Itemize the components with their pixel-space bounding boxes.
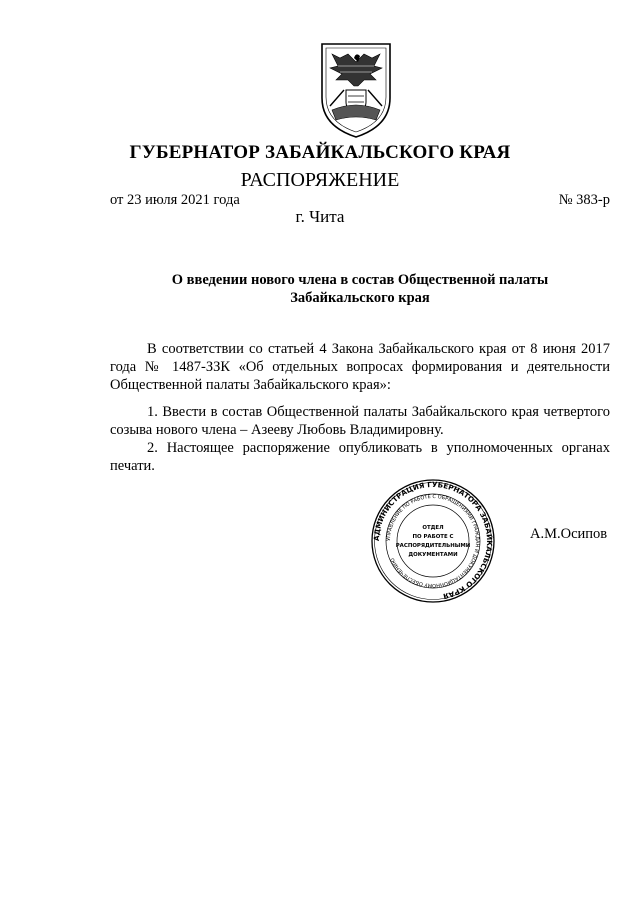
document-number: № 383-р [558,192,610,208]
body-paragraph-2: 1. Ввести в состав Общественной палаты Забайкальского края четвертого созыва нового члена – Азееву Любовь Владимировну. [110,404,610,438]
document-type: РАСПОРЯЖЕНИЕ [240,169,400,191]
coat-of-arms-icon [318,40,394,140]
body-paragraph-3: 2. Настоящее распоряжение опубликовать в уполномоченных органах печати. [110,440,610,474]
seal-center-line-2: ПО РАБОТЕ С [412,534,454,540]
subject-line-2: Забайкальского края [290,290,430,306]
subject-line-1: О введении нового члена в состав Общественной палаты [171,272,549,288]
document-city: г. Чита [295,207,345,226]
document-subject [150,271,570,307]
signer-name: А.М.Осипов [530,526,608,542]
seal-outer-text: АДМИНИСТРАЦИЯ ГУБЕРНАТОРА ЗАБАЙКАЛЬСКОГО КРАЯ [371,479,495,602]
seal-inner-text: УПРАВЛЕНИЕ ПО РАБОТЕ С ОБРАЩЕНИЯМИ ГРАЖДАН И ДОКУМЕНТАЦИОННОМУ ОБЕСПЕЧЕНИЮ [385,493,481,589]
seal-center-line-3: РАСПОРЯДИТЕЛЬНЫМИ [395,543,471,549]
organization-title: ГУБЕРНАТОР ЗАБАЙКАЛЬСКОГО КРАЯ [129,142,511,163]
seal-center-line-1: ОТДЕЛ [422,525,444,531]
official-seal [370,478,496,604]
document-date: от 23 июля 2021 года [110,192,240,208]
seal-center-line-4: ДОКУМЕНТАМИ [408,552,458,558]
body-paragraph-1: В соответствии со статьей 4 Закона Забайкальского края от 8 июня 2017 года № 1487-ЗЗК «Об отдельных вопросах формирования и деятельности Общественной палаты Забайкальского края»: [110,341,610,393]
